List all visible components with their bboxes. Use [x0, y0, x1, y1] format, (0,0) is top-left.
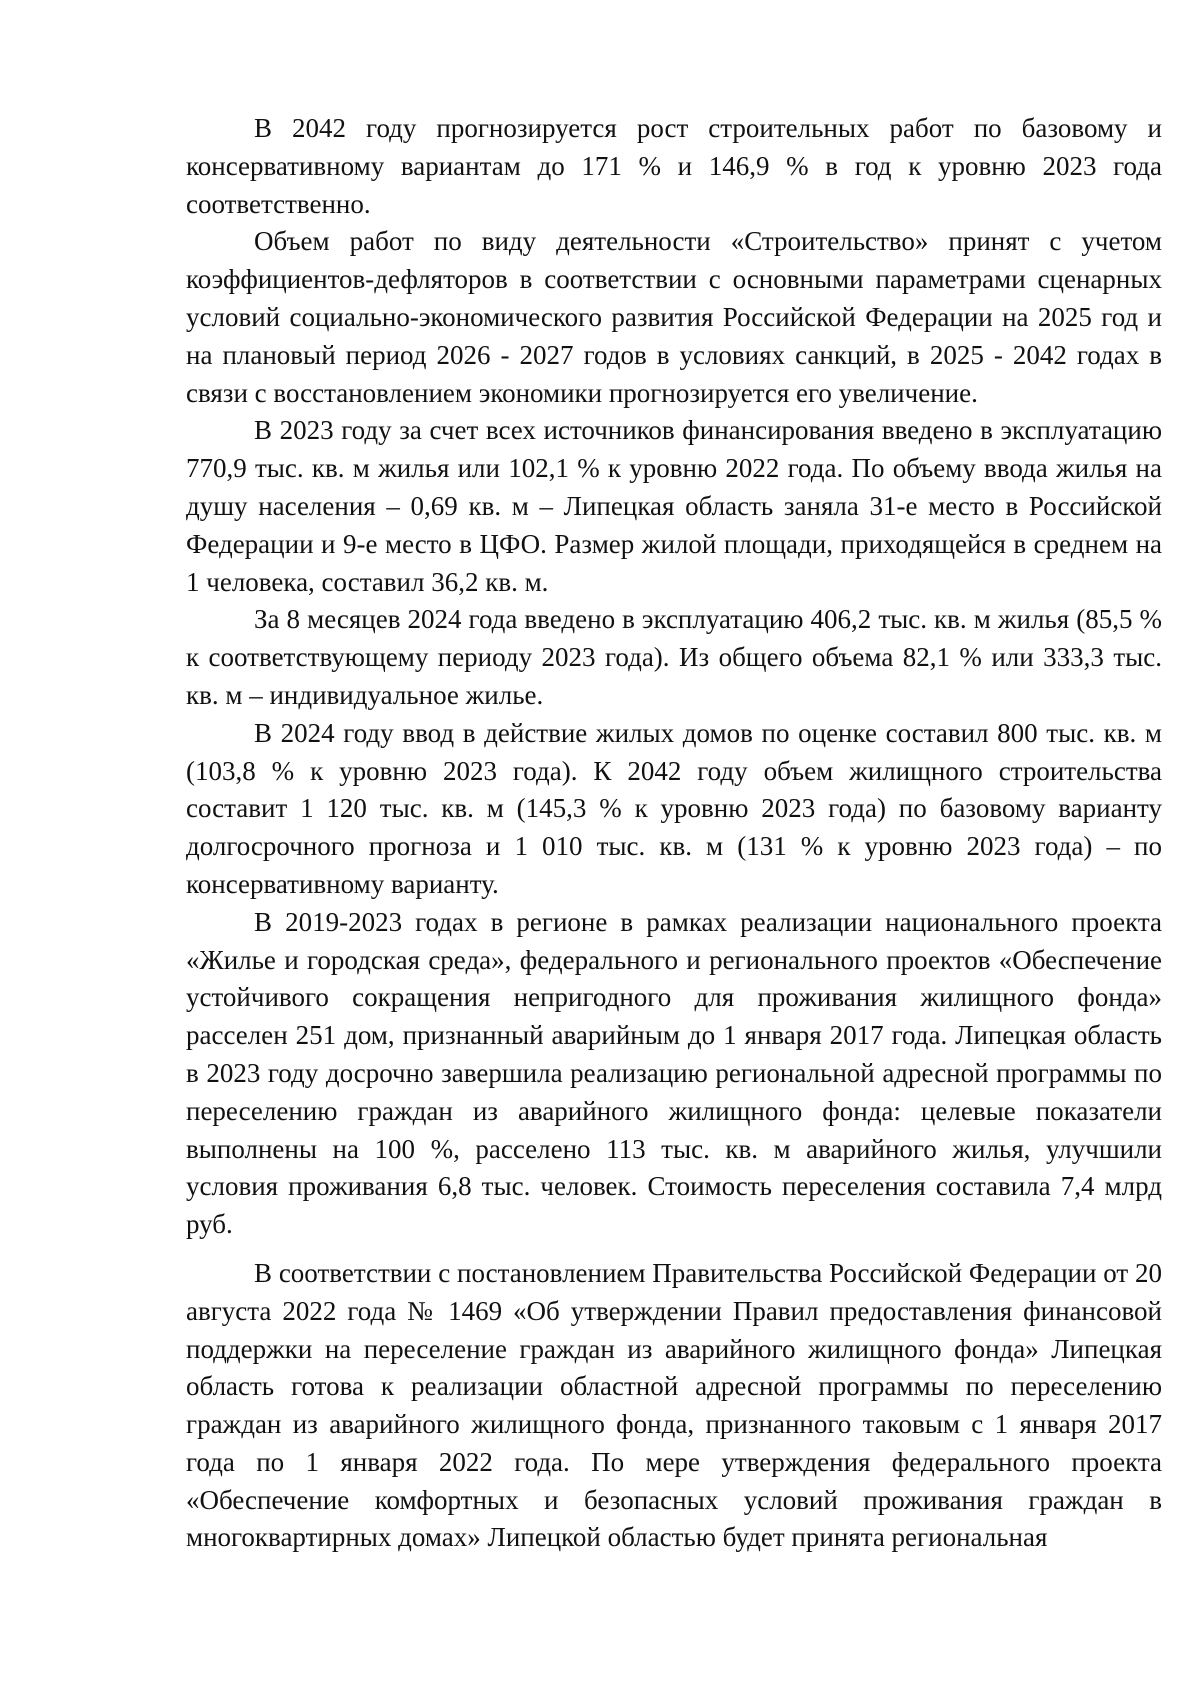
paragraph-resettlement-2019-2023: В 2019-2023 годах в регионе в рамках реализации национального проекта «Жилье и городская среда», федерального и регионального проектов «Обеспечение устойчивого сокращения непригодного для проживания жилищного фонда» расселен 251 дом, признанный аварийным до 1 января 2017 года. Липецкая область в 2023 году досрочно завершила реализацию региональной адресной программы по переселению граждан из аварийного жилищного фонда: целевые показатели выполнены на 100 %, расселено 113 тыс. кв. м аварийного жилья, улучшили условия проживания 6,8 тыс. человек. Стоимость переселения составила 7,4 млрд руб. [186, 906, 1162, 1240]
paragraph-housing-2023: В 2023 году за счет всех источников финансирования введено в эксплуатацию 770,9 тыс. кв. м жилья или 102,1 % к уровню 2022 года. По объему ввода жилья на душу населения – 0,69 кв. м – Липецкая область заняла 31-е место в Российской Федерации и 9-е место в ЦФО. Размер жилой площади, приходящейся в среднем на 1 человека, составил 36,2 кв. м. [186, 415, 1162, 597]
document-page [186, 110, 1162, 1557]
paragraph-construction-forecast: В 2042 году прогнозируется рост строительных работ по базовому и консервативному вариантам до 171 % и 146,9 % в год к уровню 2023 года соответственно. [186, 113, 1162, 219]
paragraph-resettlement-program: В соответствии с постановлением Правительства Российской Федерации от 20 августа 2022 года № 1469 «Об утверждении Правил предоставления финансовой поддержки на переселение граждан из аварийного жилищного фонда» Липецкая область готова к реализации областной адресной программы по переселению граждан из аварийного жилищного фонда, признанного таковым с 1 января 2017 года по 1 января 2022 года. По мере утверждения федерального проекта «Обеспечение комфортных и безопасных условий проживания граждан в многоквартирных домах» Липецкой областью будет принята региональная [186, 1257, 1162, 1553]
paragraph-construction-volume: Объем работ по виду деятельности «Строительство» принят с учетом коэффициентов-дефляторов в соответствии с основными параметрами сценарных условий социально-экономического развития Российской Федерации на 2025 год и на плановый период 2026 - 2027 годов в условиях санкций, в 2025 - 2042 годах в связи с восстановлением экономики прогнозируется его увеличение. [186, 226, 1162, 408]
paragraph-housing-2024-forecast: В 2024 году ввод в действие жилых домов по оценке составил 800 тыс. кв. м (103,8 % к уровню 2023 года). К 2042 году объем жилищного строительства составит 1 120 тыс. кв. м (145,3 % к уровню 2023 года) по базовому варианту долгосрочного прогноза и 1 010 тыс. кв. м (131 % к уровню 2023 года) – по консервативному варианту. [186, 717, 1162, 899]
paragraph-housing-8-months-2024: За 8 месяцев 2024 года введено в эксплуатацию 406,2 тыс. кв. м жилья (85,5 % к соответствующему периоду 2023 года). Из общего объема 82,1 % или 333,3 тыс. кв. м – индивидуальное жилье. [186, 604, 1162, 710]
